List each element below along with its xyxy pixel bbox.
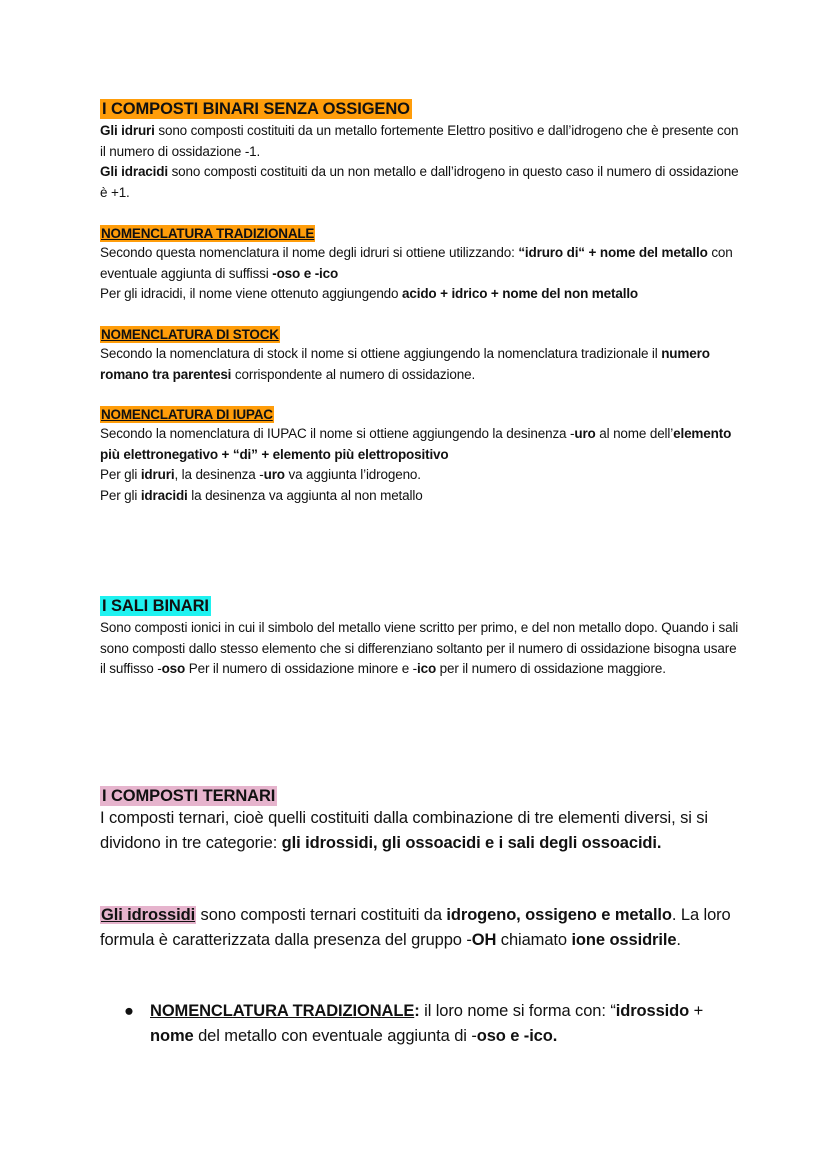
term-idruri: Gli idruri bbox=[100, 123, 155, 138]
paragraph-iupac-idracidi: Per gli idracidi la desinenza va aggiunta al non metallo bbox=[100, 487, 423, 503]
paragraph-idrossidi: Gli idrossidi sono composti ternari costituiti da idrogeno, ossigeno e metallo. La loro formula è caratterizzata dalla presenza del gruppo -OH chiamato ione ossidrile. bbox=[100, 906, 731, 949]
list-item-nomenclatura-tradizionale: ● NOMENCLATURA TRADIZIONALE: il loro nome si forma con: “idrossido + nome del metallo con eventuale aggiunta di -oso e -ico. bbox=[100, 999, 740, 1048]
heading-nomenclatura-iupac: NOMENCLATURA DI IUPAC bbox=[101, 407, 273, 422]
bullet-list bbox=[100, 999, 740, 1048]
paragraph-sali-binari: Sono composti ionici in cui il simbolo del metallo viene scritto per primo, e del non metallo dopo. Quando i sali sono composti dallo stesso elemento che si differenziano soltanto per il numero di ossidazione bisogna usare il suffisso -oso Per il numero di ossidazione minore e -ico per il numero di ossidazione maggiore. bbox=[100, 620, 739, 676]
term-idrossidi: Gli idrossidi bbox=[101, 906, 196, 924]
term-idracidi: Gli idracidi bbox=[100, 164, 168, 179]
section-composti-binari bbox=[100, 99, 740, 203]
heading-sali-binari: I SALI BINARI bbox=[102, 597, 209, 615]
paragraph-iupac: Secondo la nomenclatura di IUPAC il nome si ottiene aggiungendo la desinenza -uro al nome dell’elemento più elettronegativo + “di” + elemento più elettropositivo bbox=[100, 426, 732, 462]
section-idrossidi bbox=[100, 903, 740, 952]
paragraph-tradizionale-idruri: Secondo questa nomenclatura il nome degli idruri si ottiene utilizzando: “idruro di“ + nome del metallo con eventuale aggiunta di suffissi -oso e -ico bbox=[100, 245, 733, 281]
heading-composti-binari: I COMPOSTI BINARI SENZA OSSIGENO bbox=[102, 100, 410, 118]
bullet-icon: ● bbox=[124, 1002, 134, 1020]
paragraph-idracidi: Gli idracidi sono composti costituiti da un non metallo e dall’idrogeno in questo caso il numero di ossidazione è +1. bbox=[100, 164, 739, 200]
section-nomenclatura-stock bbox=[100, 326, 740, 385]
section-composti-ternari bbox=[100, 786, 740, 855]
section-nomenclatura-tradizionale bbox=[100, 225, 740, 305]
paragraph-tradizionale-idracidi: Per gli idracidi, il nome viene ottenuto aggiungendo acido + idrico + nome del non metallo bbox=[100, 286, 639, 301]
paragraph-iupac-idruri: Per gli idruri, la desinenza -uro va aggiunta l’idrogeno. bbox=[100, 467, 421, 482]
paragraph-stock: Secondo la nomenclatura di stock il nome si ottiene aggiungendo la nomenclatura tradizionale il numero romano tra parentesi corrispondente al numero di ossidazione. bbox=[100, 346, 710, 382]
section-nomenclatura-iupac bbox=[100, 406, 740, 506]
paragraph-composti-ternari: I composti ternari, cioè quelli costituiti dalla combinazione di tre elementi diversi, si si dividono in tre categorie: gli idrossidi, gli ossoacidi e i sali degli ossoacidi. bbox=[100, 809, 708, 852]
heading-composti-ternari: I COMPOSTI TERNARI bbox=[102, 787, 276, 805]
heading-nomenclatura-stock: NOMENCLATURA DI STOCK bbox=[101, 327, 279, 342]
heading-nomenclatura-tradizionale: NOMENCLATURA TRADIZIONALE bbox=[101, 226, 315, 241]
section-sali-binari bbox=[100, 596, 740, 680]
paragraph-idruri: Gli idruri sono composti costituiti da un metallo fortemente Elettro positivo e dall’idrogeno che è presente con il numero di ossidazione -1. bbox=[100, 123, 739, 159]
